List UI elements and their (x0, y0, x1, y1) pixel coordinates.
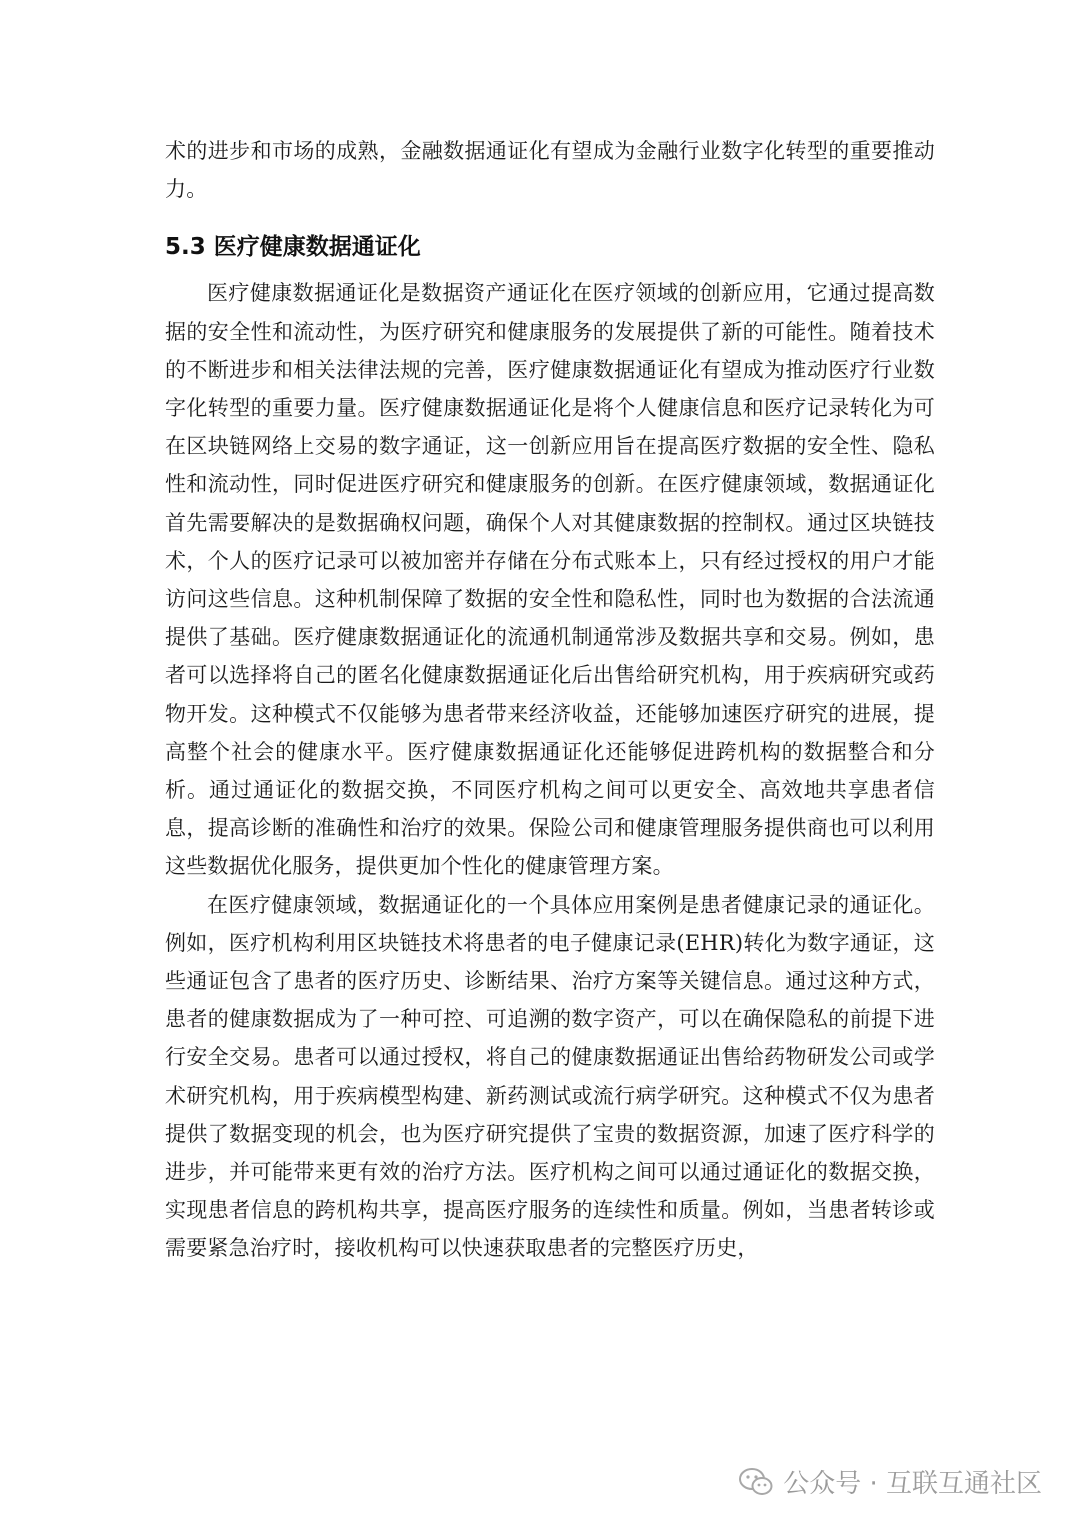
watermark-text: 公众号 · 互联互通社区 (783, 1469, 1042, 1499)
body-paragraph-1: 医疗健康数据通证化是数据资产通证化在医疗领域的创新应用，它通过提高数据的安全性和流动性，为医疗研究和健康服务的发展提供了新的可能性。随着技术的不断进步和相关法律法规的完善，医疗健康数据通证化有望成为推动医疗行业数字化转型的重要力量。医疗健康数据通证化是将个人健康信息和医疗记录转化为可在区块链网络上交易的数字通证，这一创新应用旨在提高医疗数据的安全性、隐私性和流动性，同时促进医疗研究和健康服务的创新。在医疗健康领域，数据通证化首先需要解决的是数据确权问题，确保个人对其健康数据的控制权。通过区块链技术，个人的医疗记录可以被加密并存储在分布式账本上，只有经过授权的用户才能访问这些信息。这种机制保障了数据的安全性和隐私性，同时也为数据的合法流通提供了基础。医疗健康数据通证化的流通机制通常涉及数据共享和交易。例如，患者可以选择将自己的匿名化健康数据通证化后出售给研究机构，用于疾病研究或药物开发。这种模式不仅能够为患者带来经济收益，还能够加速医疗研究的进展，提高整个社会的健康水平。医疗健康数据通证化还能够促进跨机构的数据整合和分析。通过通证化的数据交换，不同医疗机构之间可以更安全、高效地共享患者信息，提高诊断的准确性和治疗的效果。保险公司和健康管理服务提供商也可以利用这些数据优化服务，提供更加个性化的健康管理方案。 (165, 281, 935, 879)
document-body (165, 132, 935, 1268)
wechat-icon (739, 1467, 773, 1497)
body-paragraph-2: 在医疗健康领域，数据通证化的一个具体应用案例是患者健康记录的通证化。例如，医疗机构利用区块链技术将患者的电子健康记录(EHR)转化为数字通证，这些通证包含了患者的医疗历史、诊断结果、治疗方案等关键信息。通过这种方式，患者的健康数据成为了一种可控、可追溯的数字资产，可以在确保隐私的前提下进行安全交易。患者可以通过授权，将自己的健康数据通证出售给药物研发公司或学术研究机构，用于疾病模型构建、新药测试或流行病学研究。这种模式不仅为患者提供了数据变现的机会，也为医疗研究提供了宝贵的数据资源，加速了医疗科学的进步，并可能带来更有效的治疗方法。医疗机构之间可以通过通证化的数据交换，实现患者信息的跨机构共享，提高医疗服务的连续性和质量。例如，当患者转诊或需要紧急治疗时，接收机构可以快速获取患者的完整医疗历史， (165, 892, 935, 1261)
section-heading: 5.3 医疗健康数据通证化 (165, 234, 421, 261)
watermark (739, 1463, 1042, 1500)
intro-paragraph: 术的进步和市场的成熟，金融数据通证化有望成为金融行业数字化转型的重要推动力。 (165, 139, 935, 202)
